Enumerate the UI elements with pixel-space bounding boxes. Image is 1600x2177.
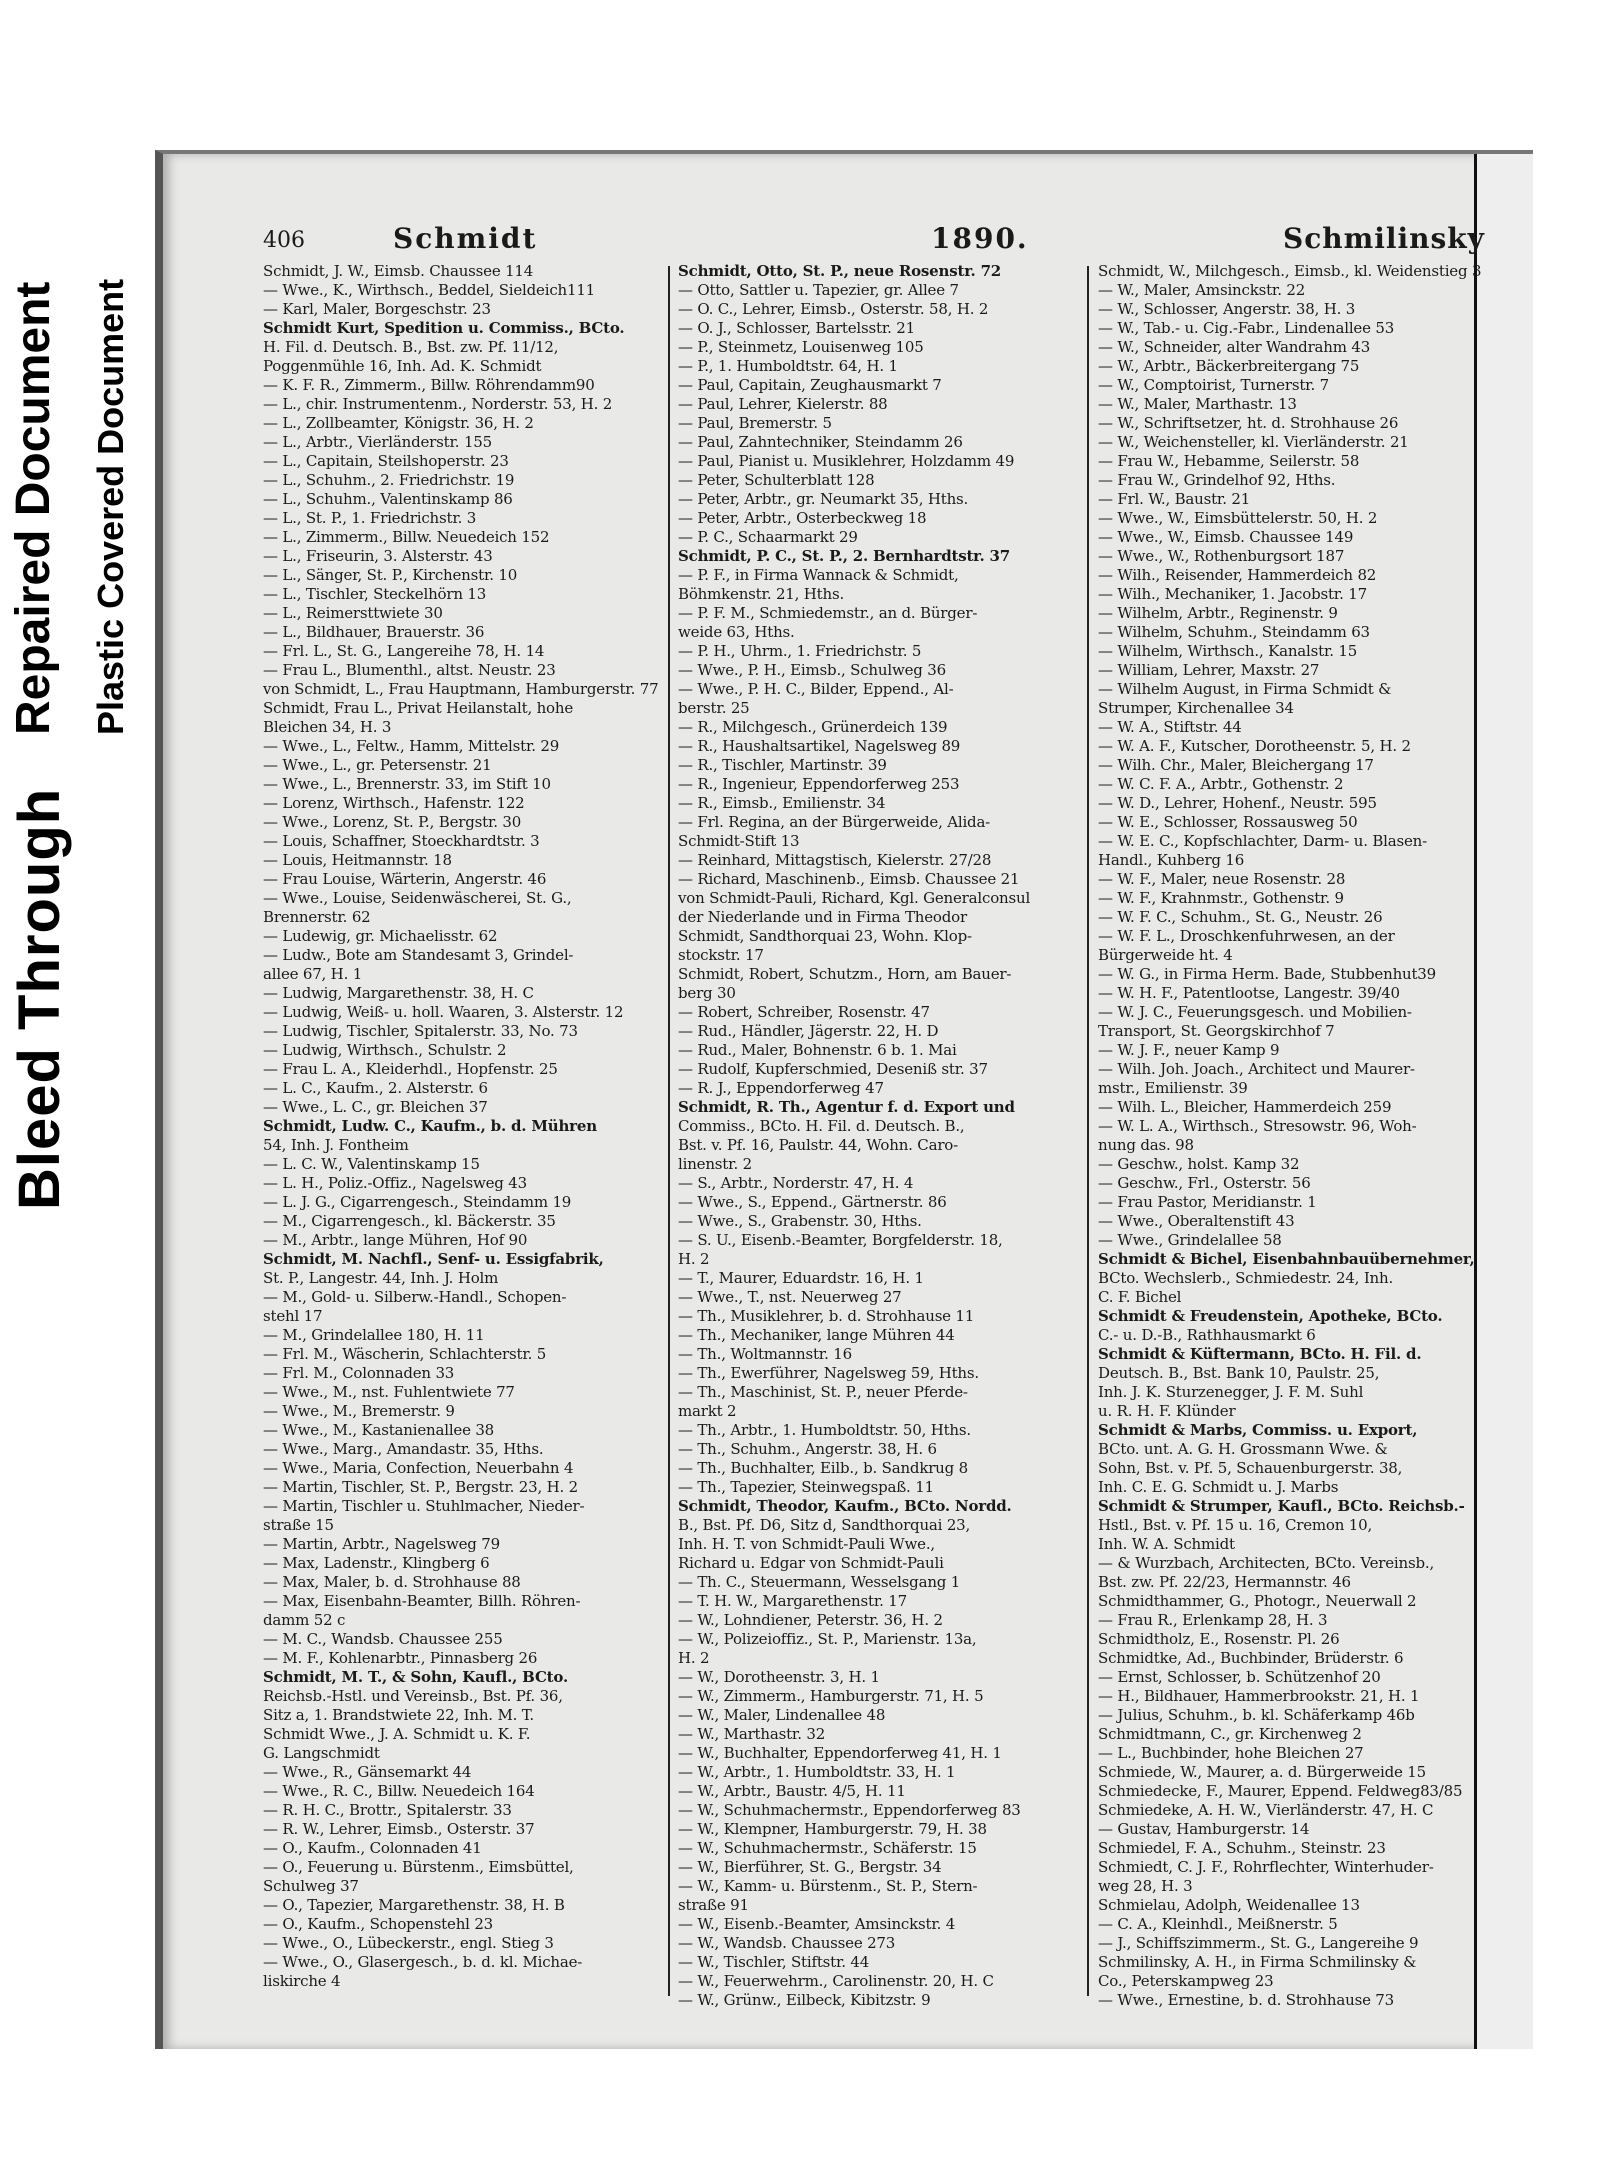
directory-entry-line: — Wwe., Ernestine, b. d. Strohhause 73 (1098, 1991, 1394, 2009)
directory-entry-line: — Wwe., P. H., Eimsb., Schulweg 36 (678, 661, 946, 679)
directory-entry-line: — Ernst, Schlosser, b. Schützenhof 20 (1098, 1668, 1381, 1686)
directory-entry-line: — Wilh. Chr., Maler, Bleichergang 17 (1098, 756, 1374, 774)
directory-entry-line: — Th., Maschinist, St. P., neuer Pferde- (678, 1383, 968, 1401)
directory-entry-line: — Frau Louise, Wärterin, Angerstr. 46 (263, 870, 547, 888)
directory-entry-line: Strumper, Kirchenallee 34 (1098, 699, 1294, 717)
directory-entry-line: Schmidthammer, G., Photogr., Neuerwall 2 (1098, 1592, 1417, 1610)
directory-entry-line: damm 52 c (263, 1611, 346, 1629)
bleed-through-label: Bleed Through (7, 787, 72, 1210)
directory-entry-line: — P. H., Uhrm., 1. Friedrichstr. 5 (678, 642, 922, 660)
directory-entry-line: — Peter, Arbtr., Osterbeckweg 18 (678, 509, 927, 527)
directory-entry-line: — W., Feuerwehrm., Carolinenstr. 20, H. C (678, 1972, 994, 1990)
directory-entry-line: Schmidt, Frau L., Privat Heilanstalt, hohe (263, 699, 574, 717)
directory-entry-line: — Wilh., Mechaniker, 1. Jacobstr. 17 (1098, 585, 1367, 603)
directory-entry-line: stockstr. 17 (678, 946, 764, 964)
directory-entry-line: — O., Kaufm., Colonnaden 41 (263, 1839, 482, 1857)
directory-entry-line: — Ludwig, Margarethenstr. 38, H. C (263, 984, 534, 1002)
directory-column-3 (1098, 262, 1493, 2052)
directory-entry-line: — W. A. F., Kutscher, Dorotheenstr. 5, H. 2 (1098, 737, 1411, 755)
directory-entry-line: — W., Grünw., Eilbeck, Kibitzstr. 9 (678, 1991, 931, 2009)
page-number: 406 (263, 228, 305, 253)
directory-entry-line: — Frl. Regina, an der Bürgerweide, Alida- (678, 813, 991, 831)
directory-entry-line: — C. A., Kleinhdl., Meißnerstr. 5 (1098, 1915, 1338, 1933)
directory-entry-line: — Frl. W., Baustr. 21 (1098, 490, 1251, 508)
directory-entry-line: Deutsch. B., Bst. Bank 10, Paulstr. 25, (1098, 1364, 1380, 1382)
directory-entry-line: — Rudolf, Kupferschmied, Deseniß str. 37 (678, 1060, 988, 1078)
directory-entry-line: — W. C. F. A., Arbtr., Gothenstr. 2 (1098, 775, 1344, 793)
directory-entry-line: Schmiedel, F. A., Schuhm., Steinstr. 23 (1098, 1839, 1386, 1857)
directory-entry-line: — Otto, Sattler u. Tapezier, gr. Allee 7 (678, 281, 959, 299)
directory-entry-line: BCto. Wechslerb., Schmiedestr. 24, Inh. (1098, 1269, 1394, 1287)
directory-entry-line: — J., Schiffszimmerm., St. G., Langereihe 9 (1098, 1934, 1419, 1952)
directory-entry-line: Schmidt, R. Th., Agentur f. d. Export und (678, 1098, 1015, 1116)
directory-entry-line: Inh. C. E. G. Schmidt u. J. Marbs (1098, 1478, 1339, 1496)
directory-entry-line: — Wwe., W., Eimsbüttelerstr. 50, H. 2 (1098, 509, 1378, 527)
directory-entry-line: — O. C., Lehrer, Eimsb., Osterstr. 58, H. 2 (678, 300, 989, 318)
directory-columns (263, 262, 1503, 2052)
directory-entry-line: — W., Dorotheenstr. 3, H. 1 (678, 1668, 880, 1686)
directory-entry-line: — W. F., Krahnmstr., Gothenstr. 9 (1098, 889, 1344, 907)
directory-entry-line: — Wilh. L., Bleicher, Hammerdeich 259 (1098, 1098, 1392, 1116)
header-right-keyword: Schmilinsky (1283, 222, 1485, 255)
directory-entry-line: Schmielau, Adolph, Weidenallee 13 (1098, 1896, 1360, 1914)
directory-entry-line: — Wwe., O., Glasergesch., b. d. kl. Michae- (263, 1953, 583, 1971)
directory-entry-line: — W., Zimmerm., Hamburgerstr. 71, H. 5 (678, 1687, 984, 1705)
directory-entry-line: — P., 1. Humboldtstr. 64, H. 1 (678, 357, 898, 375)
directory-entry-line: — W., Polizeioffiz., St. P., Marienstr. 13a, (678, 1630, 977, 1648)
directory-entry-line: — W., Lohndiener, Peterstr. 36, H. 2 (678, 1611, 943, 1629)
directory-entry-line: Schmidt-Stift 13 (678, 832, 800, 850)
directory-entry-line: Schmidt & Küftermann, BCto. H. Fil. d. (1098, 1345, 1422, 1363)
directory-entry-line: — Frau R., Erlenkamp 28, H. 3 (1098, 1611, 1328, 1629)
column-divider (1087, 266, 1089, 1996)
directory-entry-line: Inh. H. T. von Schmidt-Pauli Wwe., (678, 1535, 935, 1553)
directory-entry-line: — L., Schuhm., Valentinskamp 86 (263, 490, 513, 508)
directory-entry-line: — L., Zimmerm., Billw. Neuedeich 152 (263, 528, 550, 546)
directory-entry-line: — P. C., Schaarmarkt 29 (678, 528, 858, 546)
directory-entry-line: — L., Zollbeamter, Königstr. 36, H. 2 (263, 414, 534, 432)
directory-entry-line: — Ludw., Bote am Standesamt 3, Grindel- (263, 946, 574, 964)
directory-entry-line: — & Wurzbach, Architecten, BCto. Vereinsb., (1098, 1554, 1435, 1572)
directory-entry-line: — L., Buchbinder, hohe Bleichen 27 (1098, 1744, 1364, 1762)
directory-entry-line: — Wwe., L., Brennerstr. 33, im Stift 10 (263, 775, 551, 793)
directory-entry-line: — M., Cigarrengesch., kl. Bäckerstr. 35 (263, 1212, 556, 1230)
directory-entry-line: — H., Bildhauer, Hammerbrookstr. 21, H. 1 (1098, 1687, 1420, 1705)
directory-entry-line: — R., Haushaltsartikel, Nagelsweg 89 (678, 737, 961, 755)
directory-entry-line: — W., Weichensteller, kl. Vierländerstr. 21 (1098, 433, 1409, 451)
directory-entry-line: Schulweg 37 (263, 1877, 359, 1895)
directory-entry-line: — K. F. R., Zimmerm., Billw. Röhrendamm90 (263, 376, 595, 394)
directory-entry-line: Schmidt, M. T., & Sohn, Kaufl., BCto. (263, 1668, 568, 1686)
directory-entry-line: — W., Schlosser, Angerstr. 38, H. 3 (1098, 300, 1356, 318)
directory-entry-line: — L., Friseurin, 3. Alsterstr. 43 (263, 547, 493, 565)
directory-entry-line: — Th., Arbtr., 1. Humboldtstr. 50, Hths. (678, 1421, 971, 1439)
directory-entry-line: — L. C. W., Valentinskamp 15 (263, 1155, 480, 1173)
directory-entry-line: — Karl, Maler, Borgeschstr. 23 (263, 300, 491, 318)
directory-entry-line: — Robert, Schreiber, Rosenstr. 47 (678, 1003, 930, 1021)
directory-entry-line: — M., Arbtr., lange Mühren, Hof 90 (263, 1231, 528, 1249)
running-header (263, 222, 1513, 262)
directory-entry-line: — Wilhelm, Arbtr., Reginenstr. 9 (1098, 604, 1338, 622)
directory-entry-line: — Frau W., Grindelhof 92, Hths. (1098, 471, 1336, 489)
directory-entry-line: — Th., Musiklehrer, b. d. Strohhause 11 (678, 1307, 975, 1325)
directory-entry-line: G. Langschmidt (263, 1744, 380, 1762)
directory-entry-line: — Louis, Heitmannstr. 18 (263, 851, 452, 869)
directory-entry-line: — W., Bierführer, St. G., Bergstr. 34 (678, 1858, 942, 1876)
directory-entry-line: — O., Kaufm., Schopenstehl 23 (263, 1915, 494, 1933)
directory-entry-line: — Frau W., Hebamme, Seilerstr. 58 (1098, 452, 1360, 470)
directory-entry-line: — M., Grindelallee 180, H. 11 (263, 1326, 485, 1344)
directory-entry-line: Schmidt Wwe., J. A. Schmidt u. K. F. (263, 1725, 531, 1743)
directory-entry-line: — Paul, Bremerstr. 5 (678, 414, 832, 432)
directory-entry-line: Schmilinsky, A. H., in Firma Schmilinsky & (1098, 1953, 1417, 1971)
directory-entry-line: — Geschw., Frl., Osterstr. 56 (1098, 1174, 1311, 1192)
directory-entry-line: — M., Gold- u. Silberw.-Handl., Schopen- (263, 1288, 567, 1306)
directory-entry-line: — Geschw., holst. Kamp 32 (1098, 1155, 1300, 1173)
directory-entry-line: — Wwe., M., Kastanienallee 38 (263, 1421, 495, 1439)
directory-entry-line: — Wwe., P. H. C., Bilder, Eppend., Al- (678, 680, 954, 698)
directory-entry-line: — Frl. L., St. G., Langereihe 78, H. 14 (263, 642, 545, 660)
directory-entry-line: — Wilh. Joh. Joach., Architect und Maurer- (1098, 1060, 1415, 1078)
directory-entry-line: H. Fil. d. Deutsch. B., Bst. zw. Pf. 11/12, (263, 338, 559, 356)
directory-entry-line: der Niederlande und in Firma Theodor (678, 908, 967, 926)
directory-entry-line: — Wilhelm, Wirthsch., Kanalstr. 15 (1098, 642, 1358, 660)
directory-entry-line: — O., Feuerung u. Bürstenm., Eimsbüttel, (263, 1858, 574, 1876)
directory-entry-line: — W., Schriftsetzer, ht. d. Strohhause 26 (1098, 414, 1399, 432)
directory-entry-line: — Th., Tapezier, Steinwegspaß. 11 (678, 1478, 934, 1496)
directory-entry-line: — W., Schuhmachermstr., Eppendorferweg 83 (678, 1801, 1021, 1819)
directory-entry-line: — Wwe., Grindelallee 58 (1098, 1231, 1282, 1249)
column-divider (668, 266, 670, 1996)
directory-entry-line: — Wwe., W., Eimsb. Chaussee 149 (1098, 528, 1354, 546)
directory-entry-line: — Wwe., L. C., gr. Bleichen 37 (263, 1098, 488, 1116)
directory-entry-line: Schmidt, Otto, St. P., neue Rosenstr. 72 (678, 262, 1002, 280)
directory-entry-line: Co., Peterskampweg 23 (1098, 1972, 1274, 1990)
directory-entry-line: — Th., Ewerführer, Nagelsweg 59, Hths. (678, 1364, 979, 1382)
directory-entry-line: — Paul, Pianist u. Musiklehrer, Holzdamm 49 (678, 452, 1015, 470)
directory-entry-line: Brennerstr. 62 (263, 908, 371, 926)
directory-entry-line: — Wwe., T., nst. Neuerweg 27 (678, 1288, 902, 1306)
directory-entry-line: — L., Arbtr., Vierländerstr. 155 (263, 433, 492, 451)
directory-entry-line: nung das. 98 (1098, 1136, 1194, 1154)
directory-entry-line: — Peter, Schulterblatt 128 (678, 471, 875, 489)
directory-entry-line: — Paul, Zahntechniker, Steindamm 26 (678, 433, 963, 451)
directory-entry-line: — L. J. G., Cigarrengesch., Steindamm 19 (263, 1193, 572, 1211)
directory-entry-line: — W. H. F., Patentlootse, Langestr. 39/40 (1098, 984, 1400, 1002)
directory-entry-line: von Schmidt, L., Frau Hauptmann, Hamburgerstr. 77 (263, 680, 658, 698)
directory-entry-line: markt 2 (678, 1402, 737, 1420)
directory-entry-line: — W., Buchhalter, Eppendorferweg 41, H. 1 (678, 1744, 1002, 1762)
directory-entry-line: Transport, St. Georgskirchhof 7 (1098, 1022, 1335, 1040)
directory-entry-line: — Frau L. A., Kleiderhdl., Hopfenstr. 25 (263, 1060, 558, 1078)
directory-entry-line: C.- u. D.-B., Rathhausmarkt 6 (1098, 1326, 1316, 1344)
directory-entry-line: — L., Reimersttwiete 30 (263, 604, 443, 622)
directory-entry-line: — O., Tapezier, Margarethenstr. 38, H. B (263, 1896, 565, 1914)
directory-entry-line: — Wwe., L., Feltw., Hamm, Mittelstr. 29 (263, 737, 560, 755)
directory-entry-line: — Peter, Arbtr., gr. Neumarkt 35, Hths. (678, 490, 969, 508)
directory-entry-line: — Martin, Tischler u. Stuhlmacher, Nieder- (263, 1497, 585, 1515)
directory-entry-line: Sitz a, 1. Brandstwiete 22, Inh. M. T. (263, 1706, 534, 1724)
side-labels (0, 0, 150, 2177)
header-left-keyword: Schmidt (393, 222, 538, 255)
directory-entry-line: — W. J. F., neuer Kamp 9 (1098, 1041, 1280, 1059)
directory-entry-line: — O. J., Schlosser, Bartelsstr. 21 (678, 319, 915, 337)
directory-entry-line: — Wwe., R. C., Billw. Neuedeich 164 (263, 1782, 535, 1800)
directory-entry-line: C. F. Bichel (1098, 1288, 1182, 1306)
directory-entry-line: — Wwe., Louise, Seidenwäscherei, St. G., (263, 889, 572, 907)
directory-entry-line: Commiss., BCto. H. Fil. d. Deutsch. B., (678, 1117, 965, 1135)
directory-entry-line: — Gustav, Hamburgerstr. 14 (1098, 1820, 1310, 1838)
directory-entry-line: — Th., Schuhm., Angerstr. 38, H. 6 (678, 1440, 937, 1458)
directory-entry-line: — Wwe., S., Grabenstr. 30, Hths. (678, 1212, 922, 1230)
directory-entry-line: — Wwe., Oberaltenstift 43 (1098, 1212, 1295, 1230)
directory-entry-line: — W., Wandsb. Chaussee 273 (678, 1934, 896, 1952)
directory-entry-line: — W. J. C., Feuerungsgesch. und Mobilien- (1098, 1003, 1412, 1021)
directory-entry-line: — W., Arbtr., Bäckerbreitergang 75 (1098, 357, 1360, 375)
directory-entry-line: Schmidt, Theodor, Kaufm., BCto. Nordd. (678, 1497, 1012, 1515)
directory-entry-line: BCto. unt. A. G. H. Grossmann Wwe. & (1098, 1440, 1388, 1458)
directory-entry-line: u. R. H. F. Klünder (1098, 1402, 1236, 1420)
directory-entry-line: — P., Steinmetz, Louisenweg 105 (678, 338, 924, 356)
repaired-document-label: Repaired Document (7, 281, 60, 735)
directory-entry-line: — Paul, Capitain, Zeughausmarkt 7 (678, 376, 942, 394)
directory-entry-line: — Reinhard, Mittagstisch, Kielerstr. 27/28 (678, 851, 992, 869)
directory-entry-line: — P. F. M., Schmiedemstr., an d. Bürger- (678, 604, 978, 622)
directory-entry-line: — S., Arbtr., Norderstr. 47, H. 4 (678, 1174, 914, 1192)
directory-entry-line: — Max, Maler, b. d. Strohhause 88 (263, 1573, 521, 1591)
directory-entry-line: — L. H., Poliz.-Offiz., Nagelsweg 43 (263, 1174, 527, 1192)
directory-entry-line: — R., Ingenieur, Eppendorferweg 253 (678, 775, 960, 793)
directory-entry-line: — W., Marthastr. 32 (678, 1725, 826, 1743)
directory-entry-line: Poggenmühle 16, Inh. Ad. K. Schmidt (263, 357, 542, 375)
directory-entry-line: Bst. v. Pf. 16, Paulstr. 44, Wohn. Caro- (678, 1136, 958, 1154)
directory-entry-line: Sohn, Bst. v. Pf. 5, Schauenburgerstr. 38, (1098, 1459, 1403, 1477)
directory-entry-line: — Wwe., R., Gänsemarkt 44 (263, 1763, 472, 1781)
directory-entry-line: — R., Eimsb., Emilienstr. 34 (678, 794, 886, 812)
directory-entry-line: — Wwe., O., Lübeckerstr., engl. Stieg 3 (263, 1934, 554, 1952)
directory-entry-line: — Paul, Lehrer, Kielerstr. 88 (678, 395, 888, 413)
directory-entry-line: — R., Tischler, Martinstr. 39 (678, 756, 887, 774)
directory-entry-line: — W., Kamm- u. Bürstenm., St. P., Stern- (678, 1877, 978, 1895)
directory-entry-line: — Wwe., S., Eppend., Gärtnerstr. 86 (678, 1193, 947, 1211)
directory-entry-line: B., Bst. Pf. D6, Sitz d, Sandthorquai 23, (678, 1516, 971, 1534)
directory-entry-line: — Max, Eisenbahn-Beamter, Billh. Röhren- (263, 1592, 581, 1610)
directory-entry-line: — W., Arbtr., Baustr. 4/5, H. 11 (678, 1782, 906, 1800)
directory-entry-line: Schmidt, M. Nachfl., Senf- u. Essigfabrik, (263, 1250, 604, 1268)
directory-entry-line: — Julius, Schuhm., b. kl. Schäferkamp 46b (1098, 1706, 1415, 1724)
directory-entry-line: Schmidt, Robert, Schutzm., Horn, am Bauer- (678, 965, 1012, 983)
directory-entry-line: — Frau Pastor, Meridianstr. 1 (1098, 1193, 1317, 1211)
directory-entry-line: — L. C., Kaufm., 2. Alsterstr. 6 (263, 1079, 488, 1097)
directory-entry-line: — Ludewig, gr. Michaelisstr. 62 (263, 927, 498, 945)
directory-entry-line: Schmidtke, Ad., Buchbinder, Brüderstr. 6 (1098, 1649, 1404, 1667)
directory-entry-line: — Wwe., K., Wirthsch., Beddel, Sieldeich111 (263, 281, 596, 299)
directory-entry-line: — P. F., in Firma Wannack & Schmidt, (678, 566, 959, 584)
directory-entry-line: straße 91 (678, 1896, 749, 1914)
directory-entry-line: 54, Inh. J. Fontheim (263, 1136, 409, 1154)
directory-entry-line: — W. G., in Firma Herm. Bade, Stubbenhut39 (1098, 965, 1436, 983)
directory-entry-line: — Richard, Maschinenb., Eimsb. Chaussee 21 (678, 870, 1020, 888)
directory-entry-line: — W. E. C., Kopfschlachter, Darm- u. Blasen- (1098, 832, 1428, 850)
directory-entry-line: — Wilh., Reisender, Hammerdeich 82 (1098, 566, 1377, 584)
directory-entry-line: — W., Arbtr., 1. Humboldtstr. 33, H. 1 (678, 1763, 956, 1781)
directory-entry-line: — Wwe., M., Bremerstr. 9 (263, 1402, 455, 1420)
directory-entry-line: — T., Maurer, Eduardstr. 16, H. 1 (678, 1269, 924, 1287)
directory-entry-line: — Max, Ladenstr., Klingberg 6 (263, 1554, 490, 1572)
directory-entry-line: — Th., Woltmannstr. 16 (678, 1345, 852, 1363)
header-year: 1890. (931, 222, 1029, 255)
directory-entry-line: von Schmidt-Pauli, Richard, Kgl. Generalconsul (678, 889, 1031, 907)
directory-entry-line: — L., Schuhm., 2. Friedrichstr. 19 (263, 471, 515, 489)
directory-entry-line: — L., Sänger, St. P., Kirchenstr. 10 (263, 566, 518, 584)
directory-entry-line: Böhmkenstr. 21, Hths. (678, 585, 845, 603)
directory-entry-line: — Wwe., Maria, Confection, Neuerbahn 4 (263, 1459, 574, 1477)
directory-entry-line: — Wilhelm August, in Firma Schmidt & (1098, 680, 1392, 698)
directory-entry-line: Schmidtholz, E., Rosenstr. Pl. 26 (1098, 1630, 1340, 1648)
directory-entry-line: Schmidt, P. C., St. P., 2. Bernhardtstr. 37 (678, 547, 1011, 565)
directory-entry-line: Hstl., Bst. v. Pf. 15 u. 16, Cremon 10, (1098, 1516, 1373, 1534)
directory-entry-line: stehl 17 (263, 1307, 323, 1325)
directory-entry-line: H. 2 (678, 1250, 710, 1268)
directory-entry-line: — L., Bildhauer, Brauerstr. 36 (263, 623, 485, 641)
directory-entry-line: — Rud., Händler, Jägerstr. 22, H. D (678, 1022, 939, 1040)
directory-entry-line: — Martin, Tischler, St. P., Bergstr. 23, H. 2 (263, 1478, 578, 1496)
directory-entry-line: — W., Comptoirist, Turnerstr. 7 (1098, 376, 1329, 394)
directory-entry-line: — W., Eisenb.-Beamter, Amsinckstr. 4 (678, 1915, 956, 1933)
directory-entry-line: — Th. C., Steuermann, Wesselsgang 1 (678, 1573, 961, 1591)
directory-entry-line: — W., Tischler, Stiftstr. 44 (678, 1953, 870, 1971)
directory-entry-line: — Wwe., L., gr. Petersenstr. 21 (263, 756, 492, 774)
directory-entry-line: — Lorenz, Wirthsch., Hafenstr. 122 (263, 794, 525, 812)
directory-entry-line: linenstr. 2 (678, 1155, 752, 1173)
directory-entry-line: Schmidt & Bichel, Eisenbahnbauübernehmer, (1098, 1250, 1475, 1268)
directory-entry-line: — W. F. L., Droschkenfuhrwesen, an der (1098, 927, 1395, 945)
directory-entry-line: — Ludwig, Wirthsch., Schulstr. 2 (263, 1041, 507, 1059)
directory-entry-line: — W., Tab.- u. Cig.-Fabr., Lindenallee 53 (1098, 319, 1395, 337)
directory-entry-line: — W., Maler, Lindenallee 48 (678, 1706, 886, 1724)
directory-entry-line: — R., Milchgesch., Grünerdeich 139 (678, 718, 948, 736)
directory-entry-line: — Rud., Maler, Bohnenstr. 6 b. 1. Mai (678, 1041, 957, 1059)
directory-entry-line: Schmidt & Marbs, Commiss. u. Export, (1098, 1421, 1418, 1439)
directory-entry-line: — William, Lehrer, Maxstr. 27 (1098, 661, 1320, 679)
directory-entry-line: — Louis, Schaffner, Stoeckhardtstr. 3 (263, 832, 540, 850)
directory-entry-line: Schmidt, Ludw. C., Kaufm., b. d. Mühren (263, 1117, 597, 1135)
directory-entry-line: — W. A., Stiftstr. 44 (1098, 718, 1242, 736)
directory-entry-line: — M. C., Wandsb. Chaussee 255 (263, 1630, 503, 1648)
directory-entry-line: — W. F., Maler, neue Rosenstr. 28 (1098, 870, 1346, 888)
directory-entry-line: — W., Maler, Marthastr. 13 (1098, 395, 1297, 413)
directory-entry-line: — R. J., Eppendorferweg 47 (678, 1079, 884, 1097)
directory-entry-line: berstr. 25 (678, 699, 750, 717)
directory-entry-line: Schmiedecke, F., Maurer, Eppend. Feldweg83/85 (1098, 1782, 1463, 1800)
directory-entry-line: — Th., Buchhalter, Eilb., b. Sandkrug 8 (678, 1459, 968, 1477)
directory-entry-line: Bürgerweide ht. 4 (1098, 946, 1233, 964)
directory-entry-line: — Frl. M., Colonnaden 33 (263, 1364, 455, 1382)
directory-entry-line: — Frau L., Blumenthl., altst. Neustr. 23 (263, 661, 556, 679)
directory-entry-line: — M. F., Kohlenarbtr., Pinnasberg 26 (263, 1649, 538, 1667)
directory-entry-line: H. 2 (678, 1649, 710, 1667)
directory-column-2 (678, 262, 1073, 2052)
directory-entry-line: — Ludwig, Weiß- u. holl. Waaren, 3. Alsterstr. 12 (263, 1003, 624, 1021)
directory-entry-line: — W., Schneider, alter Wandrahm 43 (1098, 338, 1371, 356)
directory-entry-line: Schmidtmann, C., gr. Kirchenweg 2 (1098, 1725, 1362, 1743)
directory-entry-line: — Wwe., M., nst. Fuhlentwiete 77 (263, 1383, 515, 1401)
directory-entry-line: — Martin, Arbtr., Nagelsweg 79 (263, 1535, 500, 1553)
directory-entry-line: — W., Maler, Amsinckstr. 22 (1098, 281, 1306, 299)
directory-entry-line: — Wwe., W., Rothenburgsort 187 (1098, 547, 1345, 565)
directory-entry-line: Schmidt, J. W., Eimsb. Chaussee 114 (263, 262, 534, 280)
directory-entry-line: St. P., Langestr. 44, Inh. J. Holm (263, 1269, 499, 1287)
directory-entry-line: — W. F. C., Schuhm., St. G., Neustr. 26 (1098, 908, 1383, 926)
directory-entry-line: — T. H. W., Margarethenstr. 17 (678, 1592, 907, 1610)
directory-entry-line: — Wwe., Lorenz, St. P., Bergstr. 30 (263, 813, 522, 831)
directory-entry-line: Reichsb.-Hstl. und Vereinsb., Bst. Pf. 36, (263, 1687, 563, 1705)
plastic-covered-document-label: Plastic Covered Document (90, 278, 131, 735)
directory-entry-line: — L., Capitain, Steilshoperstr. 23 (263, 452, 509, 470)
directory-entry-line: Schmiedeke, A. H. W., Vierländerstr. 47, H. C (1098, 1801, 1434, 1819)
directory-entry-line: allee 67, H. 1 (263, 965, 363, 983)
directory-entry-line: Schmidt, W., Milchgesch., Eimsb., kl. Weidenstieg 3 (1098, 262, 1482, 280)
directory-entry-line: Schmiede, W., Maurer, a. d. Bürgerweide 15 (1098, 1763, 1426, 1781)
directory-entry-line: Schmidt Kurt, Spedition u. Commiss., BCto. (263, 319, 625, 337)
directory-entry-line: — L., Tischler, Steckelhörn 13 (263, 585, 487, 603)
directory-entry-line: straße 15 (263, 1516, 334, 1534)
directory-entry-line: — R. H. C., Brottr., Spitalerstr. 33 (263, 1801, 512, 1819)
directory-entry-line: — L., St. P., 1. Friedrichstr. 3 (263, 509, 477, 527)
directory-entry-line: — W., Schuhmachermstr., Schäferstr. 15 (678, 1839, 977, 1857)
directory-entry-line: Schmidt, Sandthorquai 23, Wohn. Klop- (678, 927, 972, 945)
directory-entry-line: — W. L. A., Wirthsch., Stresowstr. 96, Woh- (1098, 1117, 1417, 1135)
directory-entry-line: Bleichen 34, H. 3 (263, 718, 392, 736)
directory-entry-line: — W. E., Schlosser, Rossausweg 50 (1098, 813, 1358, 831)
directory-entry-line: Richard u. Edgar von Schmidt-Pauli (678, 1554, 944, 1572)
directory-entry-line: — Wwe., Marg., Amandastr. 35, Hths. (263, 1440, 544, 1458)
directory-entry-line: — Frl. M., Wäscherin, Schlachterstr. 5 (263, 1345, 547, 1363)
directory-entry-line: — R. W., Lehrer, Eimsb., Osterstr. 37 (263, 1820, 535, 1838)
directory-entry-line: Schmidt & Freudenstein, Apotheke, BCto. (1098, 1307, 1443, 1325)
directory-entry-line: Handl., Kuhberg 16 (1098, 851, 1245, 869)
directory-entry-line: berg 30 (678, 984, 736, 1002)
directory-entry-line: — Wilhelm, Schuhm., Steindamm 63 (1098, 623, 1370, 641)
directory-entry-line: mstr., Emilienstr. 39 (1098, 1079, 1248, 1097)
directory-entry-line: Schmidt & Strumper, Kaufl., BCto. Reichsb.- (1098, 1497, 1465, 1515)
directory-entry-line: Inh. J. K. Sturzenegger, J. F. M. Suhl (1098, 1383, 1364, 1401)
directory-entry-line: — W., Klempner, Hamburgerstr. 79, H. 38 (678, 1820, 987, 1838)
directory-entry-line: — W. D., Lehrer, Hohenf., Neustr. 595 (1098, 794, 1377, 812)
directory-entry-line: Bst. zw. Pf. 22/23, Hermannstr. 46 (1098, 1573, 1351, 1591)
directory-entry-line: weg 28, H. 3 (1098, 1877, 1193, 1895)
scanned-page (155, 150, 1533, 2049)
directory-entry-line: Schmiedt, C. J. F., Rohrflechter, Winterhuder- (1098, 1858, 1434, 1876)
directory-column-1 (263, 262, 658, 2052)
directory-entry-line: — Ludwig, Tischler, Spitalerstr. 33, No. 73 (263, 1022, 578, 1040)
directory-entry-line: Inh. W. A. Schmidt (1098, 1535, 1235, 1553)
directory-entry-line: — Th., Mechaniker, lange Mühren 44 (678, 1326, 955, 1344)
directory-entry-line: liskirche 4 (263, 1972, 341, 1990)
directory-entry-line: weide 63, Hths. (678, 623, 795, 641)
directory-entry-line: — L., chir. Instrumentenm., Norderstr. 53, H. 2 (263, 395, 613, 413)
directory-entry-line: — S. U., Eisenb.-Beamter, Borgfelderstr. 18, (678, 1231, 1003, 1249)
